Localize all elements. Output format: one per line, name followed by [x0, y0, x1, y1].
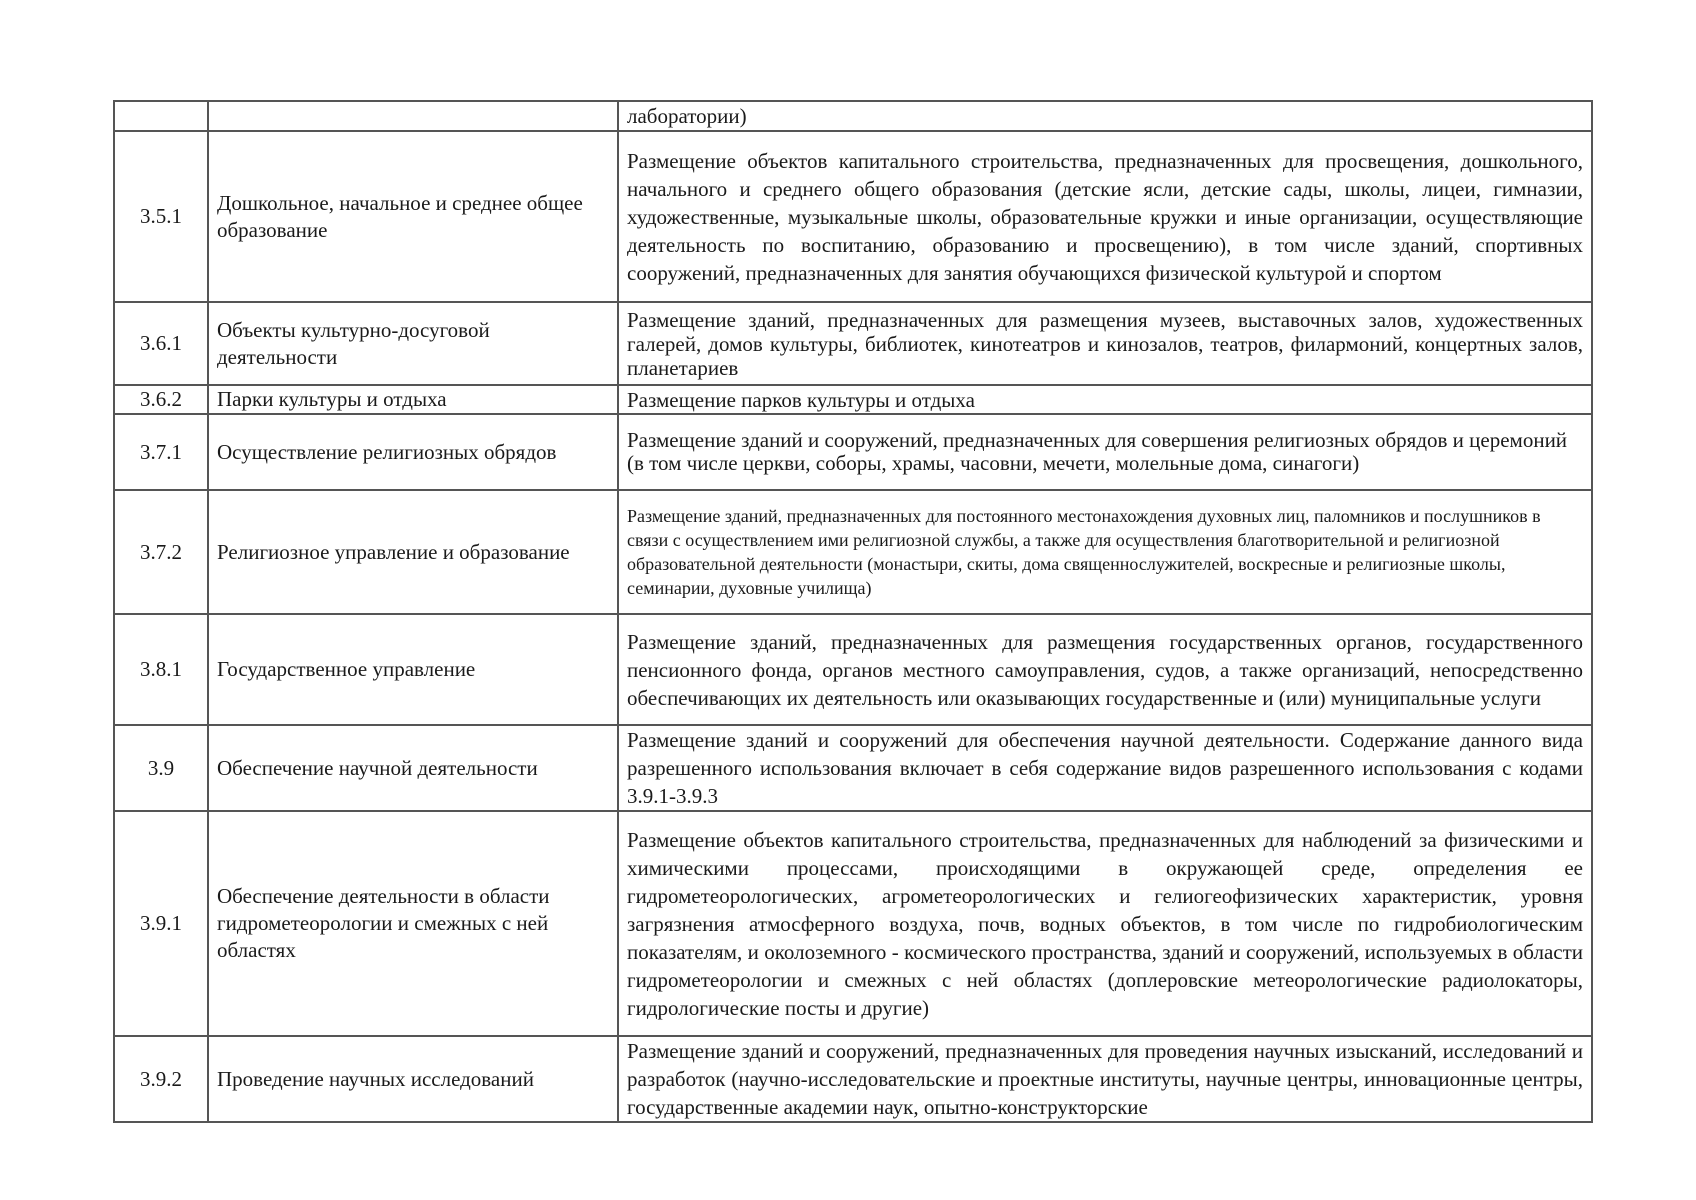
row-code: 3.8.1	[114, 614, 208, 725]
row-name: Парки культуры и отдыха	[208, 385, 618, 414]
table-row	[114, 725, 1592, 811]
land-use-table	[113, 100, 1593, 1123]
row-name: Государственное управление	[208, 614, 618, 725]
table-row	[114, 811, 1592, 1036]
row-code: 3.5.1	[114, 131, 208, 302]
row-description: Размещение парков культуры и отдыха	[618, 385, 1592, 414]
row-description: Размещение зданий и сооружений, предназначенных для проведения научных изысканий, исследований и разработок (научно-исследовательские и проектные институты, научные центры, инновационные центры, государственные академии наук, опытно-конструкторские	[618, 1036, 1592, 1122]
row-code: 3.9.1	[114, 811, 208, 1036]
table-row	[114, 302, 1592, 385]
table-row	[114, 414, 1592, 490]
row-description: Размещение зданий, предназначенных для постоянного местонахождения духовных лиц, паломников и послушников в связи с осуществлением ими религиозной службы, а также для осуществления благотворительной и религиозной образовательной деятельности (монастыри, скиты, дома священнослужителей, воскресные и религиозные школы, семинарии, духовные училища)	[618, 490, 1592, 614]
row-code: 3.9.2	[114, 1036, 208, 1122]
row-name: Осуществление религиозных обрядов	[208, 414, 618, 490]
row-description: Размещение объектов капитального строительства, предназначенных для наблюдений за физическими и химическими процессами, происходящими в окружающей среде, определения ее гидрометеорологических, агрометеорологических и гелиогеофизических характеристик, уровня загрязнения атмосферного воздуха, почв, водных объектов, в том числе по гидробиологическим показателям, и околоземного - космического пространства, зданий и сооружений, используемых в области гидрометеорологии и смежных с ней областях (доплеровские метеорологические радиолокаторы, гидрологические посты и другие)	[618, 811, 1592, 1036]
table-row	[114, 490, 1592, 614]
table-row	[114, 101, 1592, 131]
row-code: 3.6.1	[114, 302, 208, 385]
row-description: Размещение зданий, предназначенных для размещения государственных органов, государственного пенсионного фонда, органов местного самоуправления, судов, а также организаций, непосредственно обеспечивающих их деятельность или оказывающих государственные и (или) муниципальные услуги	[618, 614, 1592, 725]
table-row	[114, 1036, 1592, 1122]
row-code: 3.9	[114, 725, 208, 811]
row-name: Обеспечение деятельности в области гидрометеорологии и смежных с ней областях	[208, 811, 618, 1036]
row-name: Дошкольное, начальное и среднее общее образование	[208, 131, 618, 302]
row-name: Объекты культурно-досуговой деятельности	[208, 302, 618, 385]
row-code	[114, 101, 208, 131]
row-name: Обеспечение научной деятельности	[208, 725, 618, 811]
row-description: лаборатории)	[618, 101, 1592, 131]
table-row	[114, 614, 1592, 725]
row-description: Размещение объектов капитального строительства, предназначенных для просвещения, дошкольного, начального и среднего общего образования (детские ясли, детские сады, школы, лицеи, гимназии, художественные, музыкальные школы, образовательные кружки и иные организации, осуществляющие деятельность по воспитанию, образованию и просвещению), в том числе зданий, спортивных сооружений, предназначенных для занятия обучающихся физической культурой и спортом	[618, 131, 1592, 302]
row-name: Проведение научных исследований	[208, 1036, 618, 1122]
row-code: 3.7.1	[114, 414, 208, 490]
table-row	[114, 385, 1592, 414]
row-code: 3.6.2	[114, 385, 208, 414]
row-code: 3.7.2	[114, 490, 208, 614]
row-name: Религиозное управление и образование	[208, 490, 618, 614]
table-row	[114, 131, 1592, 302]
row-name	[208, 101, 618, 131]
row-description: Размещение зданий и сооружений, предназначенных для совершения религиозных обрядов и церемоний (в том числе церкви, соборы, храмы, часовни, мечети, молельные дома, синагоги)	[618, 414, 1592, 490]
row-description: Размещение зданий, предназначенных для размещения музеев, выставочных залов, художественных галерей, домов культуры, библиотек, кинотеатров и кинозалов, театров, филармоний, концертных залов, планетариев	[618, 302, 1592, 385]
row-description: Размещение зданий и сооружений для обеспечения научной деятельности. Содержание данного вида разрешенного использования включает в себя содержание видов разрешенного использования с кодами 3.9.1-3.9.3	[618, 725, 1592, 811]
